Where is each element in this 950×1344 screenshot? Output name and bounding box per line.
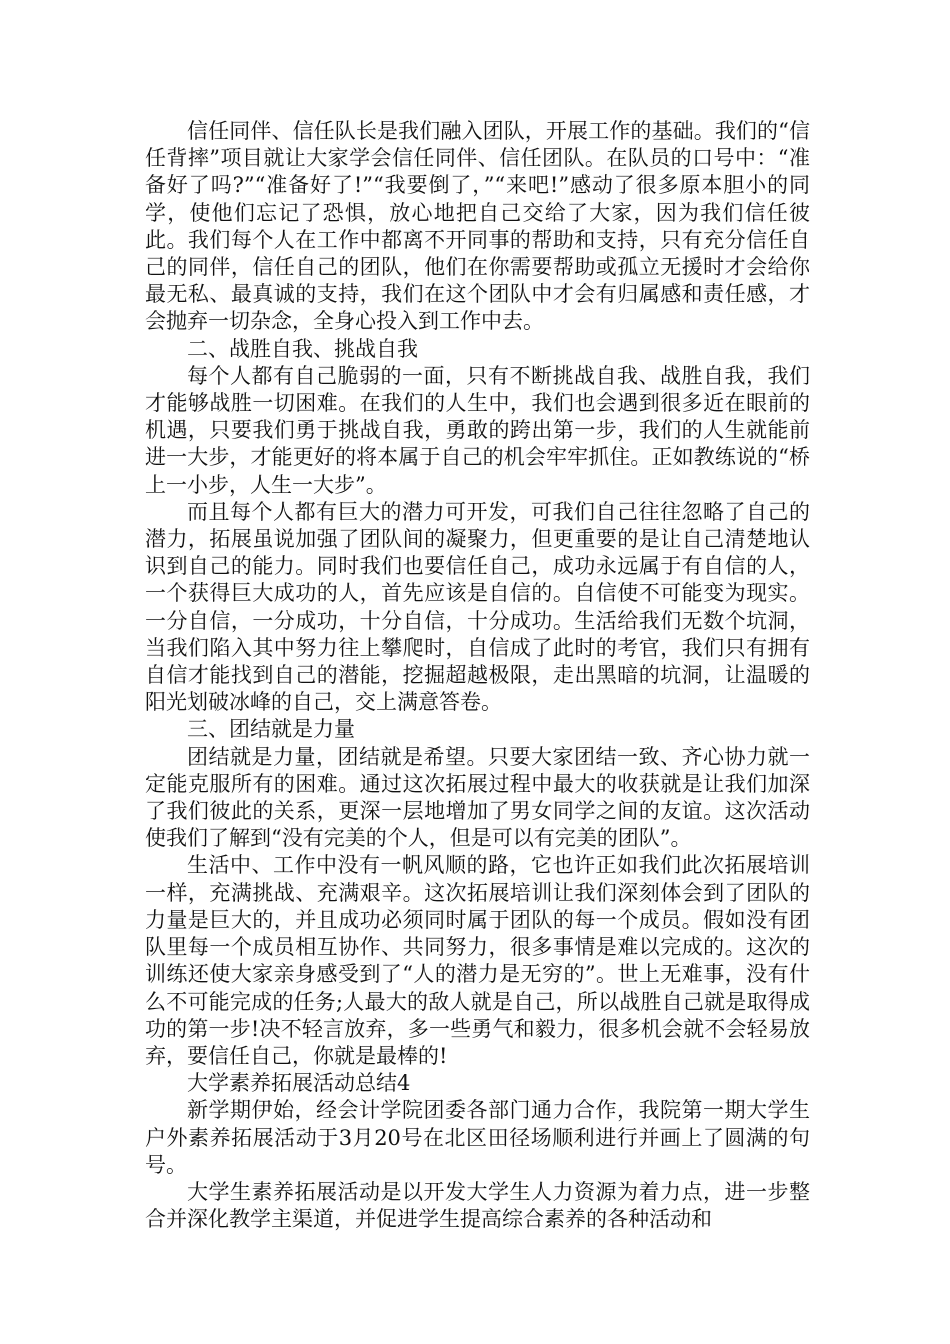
paragraph-challenge-self: 每个人都有自己脆弱的一面，只有不断挑战自我、战胜自我，我们才能够战胜一切困难。在我们的人生中，我们也会遇到很多近在眼前的机遇，只要我们勇于挑战自我，勇敢的跨出第一步，我们的人生就能前进一大步，才能更好的将本属于自己的机会牢牢抓住。正如教练说的“桥上一小步，人生一大步”。: [145, 363, 810, 497]
section-heading-summary-4: 大学素养拓展活动总结4: [187, 1071, 411, 1096]
paragraph-new-semester: 新学期伊始，经会计学院团委各部门通力合作，我院第一期大学生户外素养拓展活动于3月20号在北区田径场顺利进行并画上了圆满的句号。: [145, 1098, 810, 1177]
section-heading-overcome-self: 二、战胜自我、挑战自我: [187, 336, 418, 361]
paragraph-potential: 而且每个人都有巨大的潜力可开发，可我们自己往往忽略了自己的潜力，拓展虽说加强了团队间的凝聚力，但更重要的是让自己清楚地认识到自己的能力。同时我们也要信任自己，成功永远属于有自信的人，一个获得巨大成功的人，首先应该是自信的。自信使不可能变为现实。一分自信，一分成功，十分自信，十分成功。生活给我们无数个坑洞，当我们陷入其中努力往上攀爬时，自信成了此时的考官，我们只有拥有自信才能找到自己的潜能，挖掘超越极限，走出黑暗的坑洞，让温暖的阳光划破冰峰的自己，交上满意答卷。: [145, 499, 810, 715]
document-page: [145, 118, 810, 1233]
section-heading-unity: 三、团结就是力量: [187, 717, 355, 742]
paragraph-life-work: 生活中、工作中没有一帆风顺的路，它也许正如我们此次拓展培训一样，充满挑战、充满艰辛。这次拓展培训让我们深刻体会到了团队的力量是巨大的，并且成功必须同时属于团队的每一个成员。假如没有团队里每一个成员相互协作、共同努力，很多事情是难以完成的。这次的训练还使大家亲身感受到了“人的潜力是无穷的”。世上无难事，没有什么不可能完成的任务;人最大的敌人就是自己，所以战胜自己就是取得成功的第一步!决不轻言放弃，多一些勇气和毅力，很多机会就不会轻易放弃，要信任自己，你就是最棒的!: [145, 853, 810, 1068]
paragraph-trust: 信任同伴、信任队长是我们融入团队，开展工作的基础。我们的“信任背摔”项目就让大家学会信任同伴、信任团队。在队员的口号中：“准备好了吗?”“准备好了!”“我要倒了，”“来吧!”感动了很多原本胆小的同学，使他们忘记了恐惧，放心地把自己交给了大家，因为我们信任彼此。我们每个人在工作中都离不开同事的帮助和支持，只有充分信任自己的同伴，信任自己的团队，他们在你需要帮助或孤立无援时才会给你最无私、最真诚的支持，我们在这个团队中才会有归属感和责任感，才会抛弃一切杂念，全身心投入到工作中去。: [145, 119, 810, 334]
paragraph-unity: 团结就是力量，团结就是希望。只要大家团结一致、齐心协力就一定能克服所有的困难。通过这次拓展过程中最大的收获就是让我们加深了我们彼此的关系，更深一层地增加了男女同学之间的友谊。这次活动使我们了解到“没有完美的个人，但是可以有完美的团队”。: [145, 744, 810, 851]
paragraph-activity-purpose: 大学生素养拓展活动是以开发大学生人力资源为着力点，进一步整合并深化教学主渠道，并促进学生提高综合素养的各种活动和: [145, 1179, 810, 1232]
